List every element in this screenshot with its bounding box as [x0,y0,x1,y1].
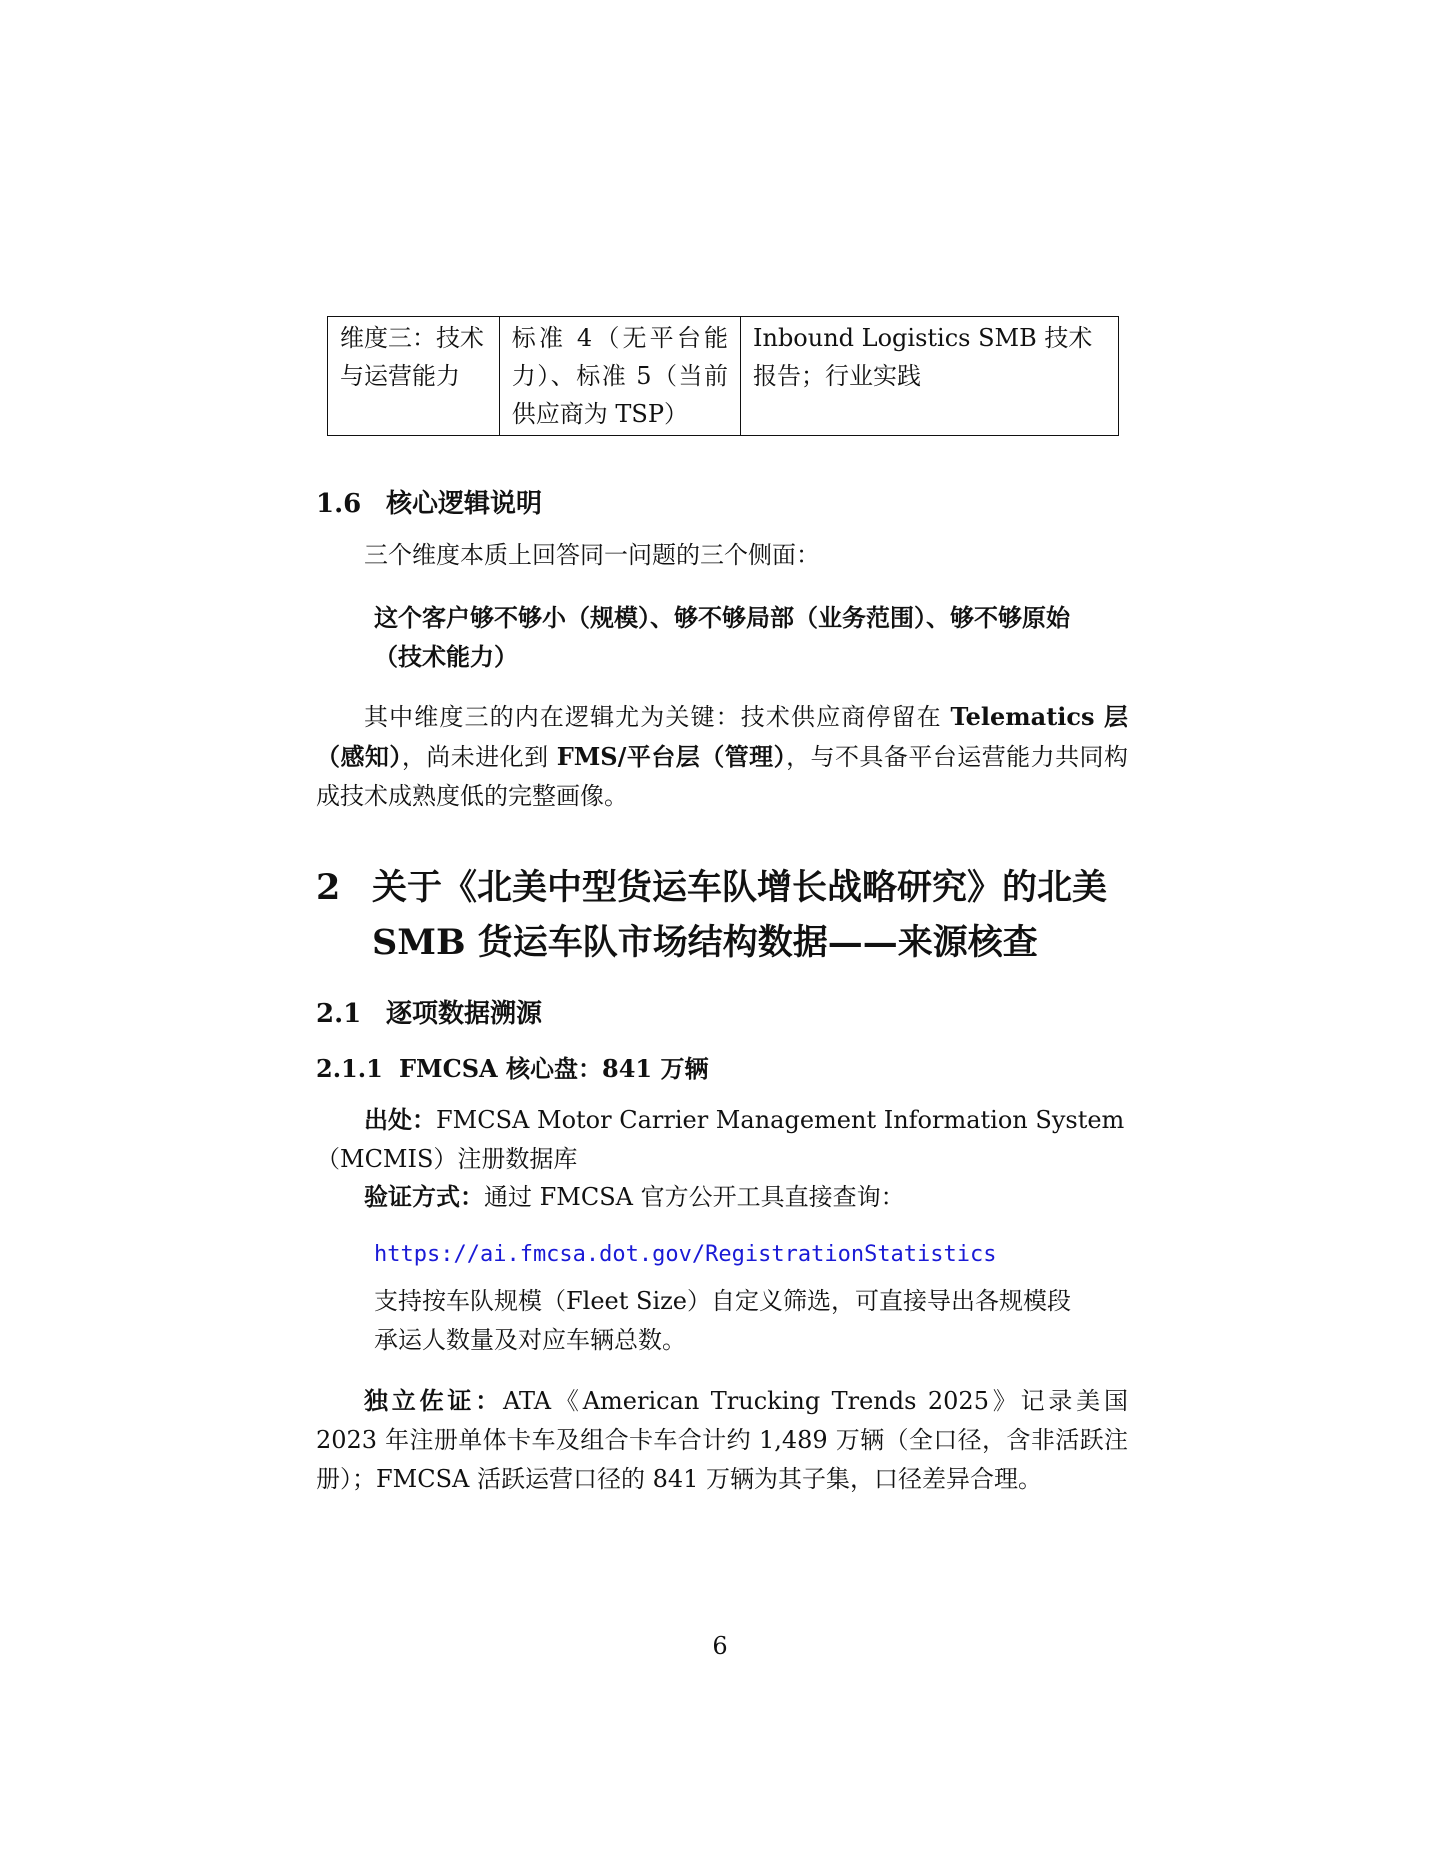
fms-layer-term: FMS/平台层（管理） [556,742,787,771]
section-2-1-1-heading [316,1049,708,1084]
para-text: ，尚未进化到 [401,743,557,771]
corroboration-text: ATA《American Trucking Trends 2025》记录美国 2023 年注册单体卡车及组合卡车合计约 1,489 万辆（全口径，含非活跃注册）；FMCSA 活跃运营口径的 841 万辆为其子集，口径差异合理。 [316,1387,1128,1493]
section-title-line1: 关于《北美中型货运车队增长战略研究》的北美 [372,867,1108,908]
table-row [328,317,1119,436]
verify-label: 验证方式： [364,1182,484,1211]
section-title-line2: SMB 货运车队市场结构数据——来源核查 [372,922,1038,963]
para-text: ，与不具备平台运营能力共同构成技术成熟度低的完整画像。 [316,743,1129,810]
criteria-table [327,316,1119,436]
table-cell-criteria: 标准 4（无平台能力）、标准 5（当前供应商为 TSP） [499,317,740,436]
url-description: 支持按车队规模（Fleet Size）自定义筛选，可直接导出各规模段承运人数量及对应车辆总数。 [374,1287,1071,1354]
section-1-6-intro: 三个维度本质上回答同一问题的三个侧面： [364,541,820,569]
section-2-heading [316,860,1136,970]
table-cell-source: Inbound Logistics SMB 技术报告；行业实践 [741,317,1119,436]
source-label: 出处： [364,1105,436,1134]
source-text: FMCSA Motor Carrier Management Information System（MCMIS）注册数据库 [316,1106,1125,1173]
dimension-three-paragraph [316,697,1128,816]
section-number: 2 [316,867,341,908]
corroboration-label: 独立佐证： [364,1386,504,1415]
table-cell-dimension: 维度三：技术与运营能力 [328,317,500,436]
section-title: 逐项数据溯源 [386,999,543,1029]
verify-paragraph [364,1177,1134,1217]
section-number: 2.1.1 [316,1054,383,1083]
corroboration-paragraph [316,1381,1128,1499]
key-question-quote: 这个客户够不够小（规模）、够不够局部（业务范围）、够不够原始（技术能力） [374,603,1070,671]
verify-text: 通过 FMCSA 官方公开工具直接查询： [484,1183,905,1211]
para-text: 其中维度三的内在逻辑尤为关键：技术供应商停留在 [364,703,951,731]
section-number: 2.1 [316,999,362,1029]
section-title: FMCSA 核心盘：841 万辆 [399,1054,709,1083]
page-number: 6 [712,1632,728,1660]
section-1-6-heading [316,483,542,520]
section-2-1-heading [316,993,542,1030]
source-paragraph [316,1100,1146,1179]
section-title: 核心逻辑说明 [386,489,543,519]
registration-statistics-link[interactable]: https://ai.fmcsa.dot.gov/RegistrationStatistics [374,1242,997,1267]
section-number: 1.6 [316,489,362,519]
telematics-layer-term: Telematics 层（感知） [316,702,1128,771]
